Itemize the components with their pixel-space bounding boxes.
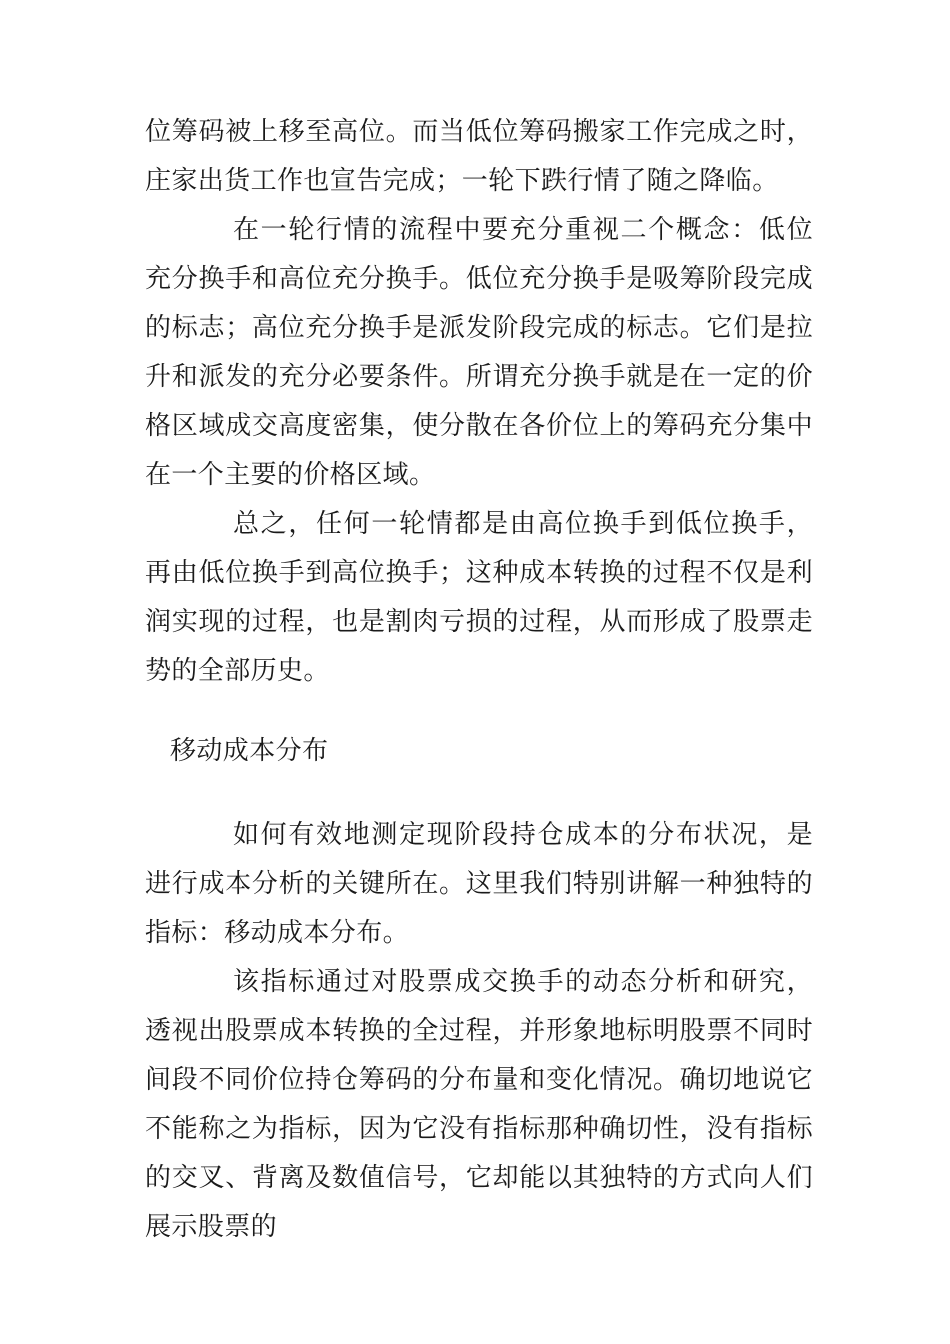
section-heading: 移动成本分布 [170,736,329,766]
paragraph-summary: 总之，任何一轮情都是由高位换手到低位换手，再由低位换手到高位换手；这种成本转换的过程不仅是利润实现的过程，也是割肉亏损的过程，从而形成了股票走势的全部历史。 [145,509,813,686]
document-page [145,108,813,1252]
paragraph-turnover-concepts: 在一轮行情的流程中要充分重视二个概念：低位充分换手和高位充分换手。低位充分换手是吸筹阶段完成的标志；高位充分换手是派发阶段完成的标志。它们是拉升和派发的充分必要条件。所谓充分换手就是在一定的价格区域成交高度密集，使分散在各价位上的筹码充分集中在一个主要的价格区域。 [145,215,813,490]
paragraph-indicator-description: 该指标通过对股票成交换手的动态分析和研究，透视出股票成本转换的全过程，并形象地标明股票不同时间段不同价位持仓筹码的分布量和变化情况。确切地说它不能称之为指标，因为它没有指标那种确切性，没有指标的交叉、背离及数值信号，它却能以其独特的方式向人们展示股票的 [145,967,813,1242]
paragraph-cost-distribution-intro: 如何有效地测定现阶段持仓成本的分布状况，是进行成本分析的关键所在。这里我们特别讲解一种独特的指标：移动成本分布。 [145,820,813,948]
paragraph-continuation: 位筹码被上移至高位。而当低位筹码搬家工作完成之时，庄家出货工作也宣告完成；一轮下跌行情了随之降临。 [145,117,813,196]
